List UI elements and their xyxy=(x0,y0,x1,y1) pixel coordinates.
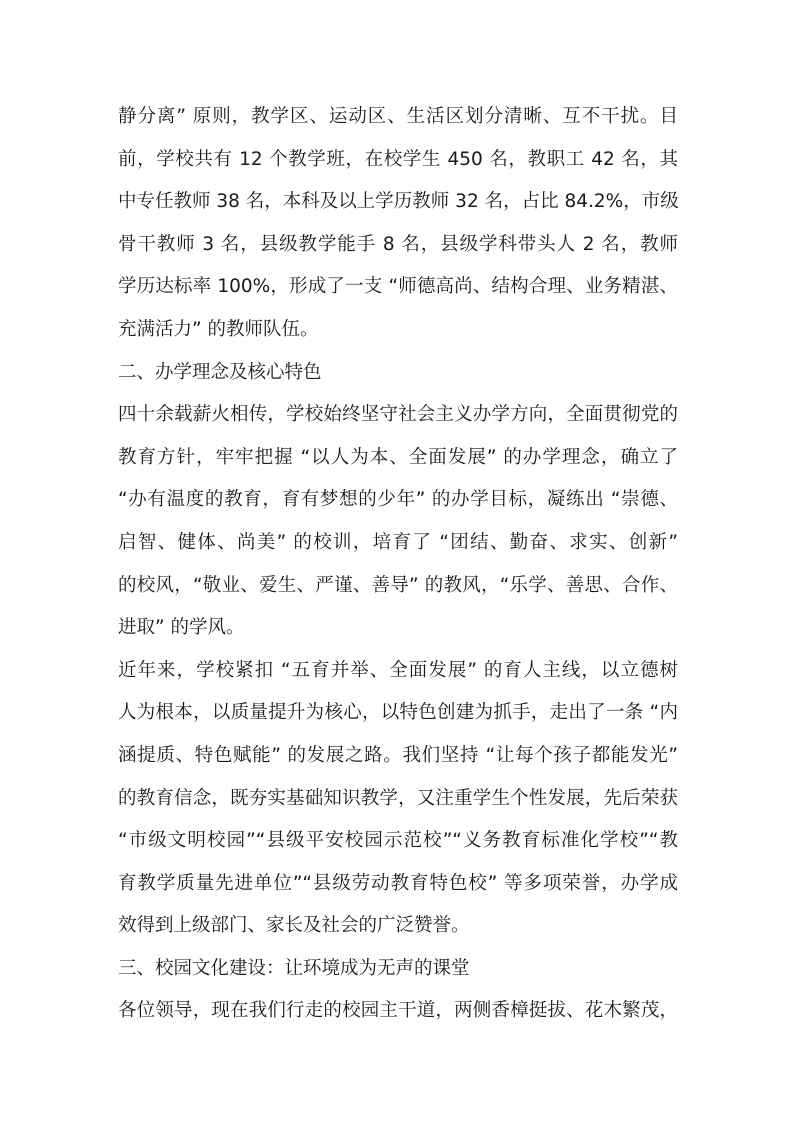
text-line-9: 教育方针，牢牢把握 “以人为本、全面发展” 的办学理念，确立了 xyxy=(118,446,678,468)
text-line-11: 启智、健体、尚美” 的校训，培育了 “团结、勤奋、求实、创新” xyxy=(118,531,678,553)
text-line-1: 静分离” 原则，教学区、运动区、生活区划分清晰、互不干扰。目 xyxy=(118,106,678,127)
text-line-6: 充满活力” 的教师队伍。 xyxy=(118,318,319,340)
text-line-10: “办有温度的教育，育有梦想的少年” 的办学目标，凝练出 “崇德、 xyxy=(118,489,678,511)
text-line-15: 人为根本，以质量提升为核心，以特色创建为抓手，走出了一条 “内 xyxy=(118,702,678,724)
text-line-3: 中专任教师 38 名，本科及以上学历教师 32 名，占比 84.2%，市级 xyxy=(118,191,679,213)
document-page xyxy=(118,96,678,1033)
text-line-17: 的教育信念，既夯实基础知识教学，又注重学生个性发展，先后荣获 xyxy=(118,787,678,809)
text-line-13: 进取” 的学风。 xyxy=(118,617,245,639)
text-line-19: 育教学质量先进单位”“县级劳动教育特色校” 等多项荣誉，办学成 xyxy=(118,872,678,894)
text-line-8: 四十余载薪火相传，学校始终坚守社会主义办学方向，全面贯彻党的 xyxy=(118,404,678,426)
text-line-14: 近年来，学校紧扣 “五育并举、全面发展” 的育人主线，以立德树 xyxy=(118,659,678,681)
text-line-4: 骨干教师 3 名，县级教学能手 8 名，县级学科带头人 2 名，教师 xyxy=(118,233,678,255)
text-line-12: 的校风，“敬业、爱生、严谨、善导” 的教风，“乐学、善思、合作、 xyxy=(118,574,678,596)
section-heading-2: 二、办学理念及核心特色 xyxy=(118,361,322,383)
text-line-20: 效得到上级部门、家长及社会的广泛赞誉。 xyxy=(118,915,470,937)
text-line-2: 前，学校共有 12 个教学班，在校学生 450 名，教职工 42 名，其 xyxy=(118,148,678,170)
text-line-16: 涵提质、特色赋能” 的发展之路。我们坚持 “让每个孩子都能发光” xyxy=(118,744,678,766)
text-line-5: 学历达标率 100%，形成了一支 “师德高尚、结构合理、业务精湛、 xyxy=(118,276,678,298)
section-heading-3: 三、校园文化建设：让环境成为无声的课堂 xyxy=(118,957,470,979)
text-line-22: 各位领导，现在我们行走的校园主干道，两侧香樟挺拔、花木繁茂， xyxy=(118,1000,678,1022)
text-line-18: “市级文明校园”“县级平安校园示范校”“义务教育标准化学校”“教 xyxy=(118,830,678,852)
